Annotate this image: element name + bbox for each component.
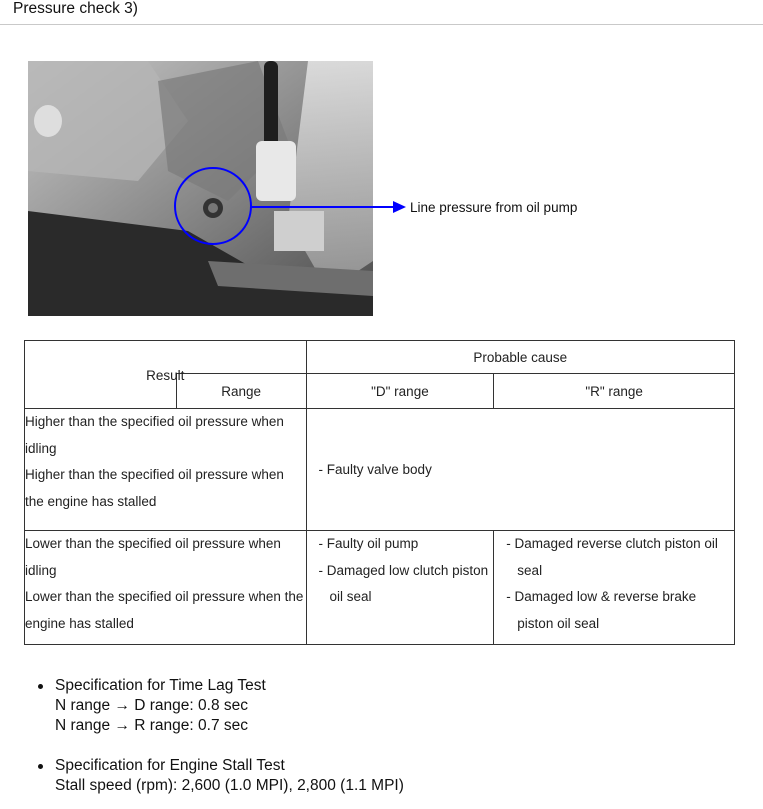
spec-line: N range → D range: 0.8 sec <box>55 697 248 714</box>
cause-text: - Damaged low & reverse brake piston oil seal <box>506 589 697 631</box>
cause-cell <box>306 409 734 531</box>
callout-label: Line pressure from oil pump <box>410 200 578 215</box>
table-row <box>25 531 735 645</box>
spec-line: N range → R range: 0.7 sec <box>55 717 248 734</box>
spec-heading: Specification for Engine Stall Test <box>55 757 285 774</box>
probable-cause-table <box>24 340 735 645</box>
list-item <box>38 676 404 736</box>
spec-line: Stall speed (rpm): 2,600 (1.0 MPI), 2,800 (1.1 MPI) <box>55 777 404 794</box>
condition-text: Higher than the specified oil pressure when idling <box>25 414 284 456</box>
list-item <box>38 756 404 796</box>
spec-heading: Specification for Time Lag Test <box>55 677 266 694</box>
page-title: Pressure check 3) <box>13 0 138 17</box>
condition-text: Higher than the specified oil pressure when the engine has stalled <box>25 467 284 509</box>
condition-cell <box>25 409 307 531</box>
cause-text: - Faulty valve body <box>318 462 432 477</box>
condition-text: Lower than the specified oil pressure when idling <box>25 536 281 578</box>
r-cause-cell <box>494 531 735 645</box>
callout-arrow-icon <box>373 200 409 216</box>
d-cause-cell <box>306 531 494 645</box>
transmission-pressure-port-photo-icon <box>28 61 373 316</box>
result-header-cell <box>25 341 307 383</box>
bullet-icon <box>38 684 43 689</box>
condition-cell <box>25 531 307 645</box>
result-header: Result <box>146 368 185 383</box>
cause-text: - Faulty oil pump <box>318 536 419 551</box>
cause-text: - Damaged low clutch piston oil seal <box>318 562 489 604</box>
d-range-header: "D" range <box>306 374 494 409</box>
probable-cause-header: Probable cause <box>306 341 734 374</box>
title-divider <box>0 24 763 25</box>
transmission-photo <box>28 61 373 316</box>
range-header: Range <box>176 374 306 409</box>
cause-text: - Damaged reverse clutch piston oil seal <box>506 536 718 578</box>
condition-text: Lower than the specified oil pressure when the engine has stalled <box>25 589 304 631</box>
r-range-header: "R" range <box>494 374 735 409</box>
spec-list <box>38 676 404 796</box>
bullet-icon <box>38 764 43 769</box>
table-row <box>25 409 735 531</box>
